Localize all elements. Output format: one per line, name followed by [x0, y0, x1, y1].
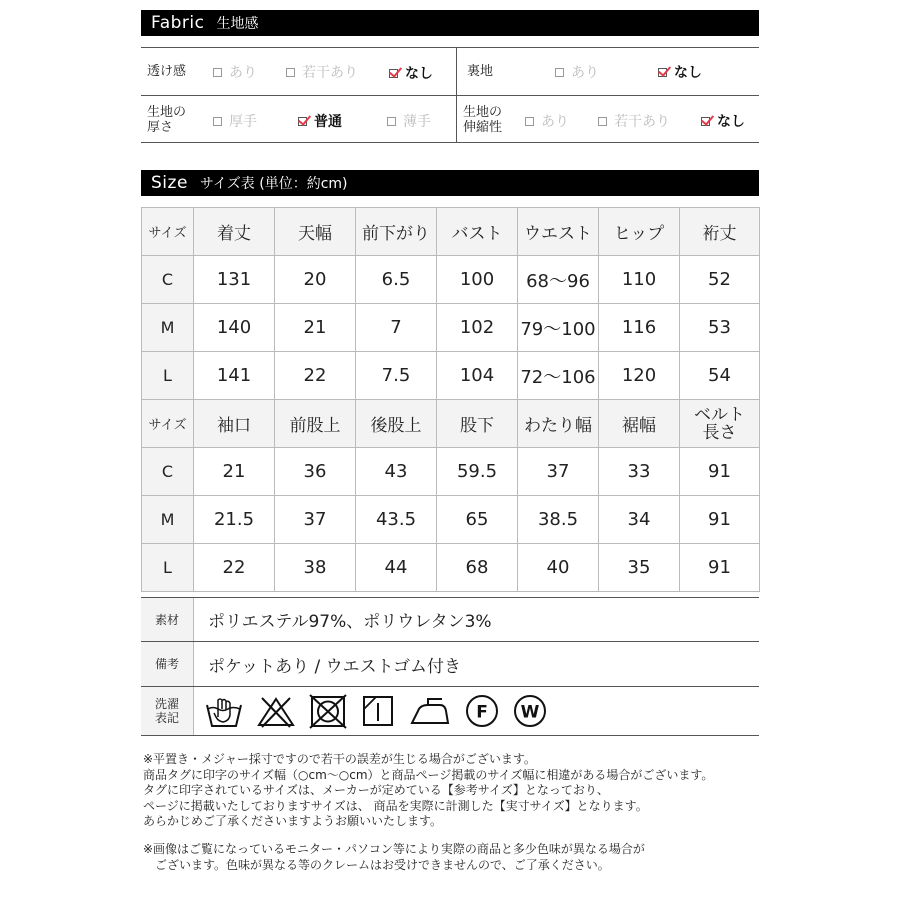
- col-header-front-rise: 前股上: [275, 400, 356, 448]
- table-cell: 131: [194, 256, 275, 304]
- table-cell: 34: [599, 496, 680, 544]
- table-cell: 72〜106: [518, 352, 599, 400]
- table-cell: 53: [680, 304, 760, 352]
- checkbox-icon: [598, 117, 607, 126]
- table-cell: 59.5: [437, 448, 518, 496]
- measurement-disclaimer: ※平置き・メジャー採寸ですので若干の誤差が生じる場合がございます。 商品タグに印字のサイズ幅（○cm〜○cm）と商品ページ掲載のサイズ幅に相違がある場合がございます。 タグに印字されているサイズは、メーカーが定めている【参考サイズ】となっており、 ページに掲載いたしておりますサイズは、 商品を実際に計測した【実寸サイズ】となります。 あらかじめご了承くださいますようお願いいたします。: [143, 752, 714, 828]
- checkbox-icon: [525, 117, 534, 126]
- stretch-option-yes: あり: [525, 111, 569, 131]
- lining-option-yes: あり: [555, 62, 599, 82]
- table-cell: 38: [275, 544, 356, 592]
- table-row: [142, 304, 760, 352]
- size-label: M: [142, 496, 194, 544]
- wet-clean-w-icon: [512, 693, 548, 729]
- col-header-belt-length: ベルト 長さ: [680, 400, 760, 448]
- table-cell: 7.5: [356, 352, 437, 400]
- checkbox-icon: [387, 117, 396, 126]
- table-cell: 22: [194, 544, 275, 592]
- table-cell: 38.5: [518, 496, 599, 544]
- table-cell: 141: [194, 352, 275, 400]
- table-cell: 68〜96: [518, 256, 599, 304]
- size-label: L: [142, 544, 194, 592]
- table-cell: 20: [275, 256, 356, 304]
- size-table-header-1: [142, 208, 760, 256]
- table-cell: 102: [437, 304, 518, 352]
- col-header-front-drop: 前下がり: [356, 208, 437, 256]
- table-cell: 52: [680, 256, 760, 304]
- size-table: [141, 207, 760, 592]
- sheerness-option-slight: 若干あり: [286, 62, 358, 82]
- size-label: C: [142, 448, 194, 496]
- fabric-label-sheerness: 透け感: [147, 64, 187, 79]
- care-label: 洗濯 表記: [141, 687, 194, 735]
- table-cell: 91: [680, 448, 760, 496]
- line-dry-shade-icon: [360, 693, 396, 729]
- table-cell: 91: [680, 544, 760, 592]
- col-header-cuff: 袖口: [194, 400, 275, 448]
- fabric-title-ja: 生地感: [216, 16, 259, 32]
- table-cell: 79〜100: [518, 304, 599, 352]
- table-cell: 104: [437, 352, 518, 400]
- table-cell: 140: [194, 304, 275, 352]
- table-cell: 54: [680, 352, 760, 400]
- size-col-header: サイズ: [142, 400, 194, 448]
- table-cell: 40: [518, 544, 599, 592]
- table-row: [142, 496, 760, 544]
- sheerness-option-none: なし: [389, 63, 433, 83]
- stretch-option-none: なし: [701, 111, 745, 131]
- table-cell: 36: [275, 448, 356, 496]
- size-label: M: [142, 304, 194, 352]
- col-header-hem: 裾幅: [599, 400, 680, 448]
- material-label: 素材: [141, 598, 194, 641]
- table-cell: 22: [275, 352, 356, 400]
- col-header-length: 着丈: [194, 208, 275, 256]
- col-header-inseam: 股下: [437, 400, 518, 448]
- remarks-row: [141, 641, 759, 686]
- table-cell: 65: [437, 496, 518, 544]
- table-cell: 110: [599, 256, 680, 304]
- size-title-ja: サイズ表 (単位：約cm): [199, 176, 348, 192]
- size-label: L: [142, 352, 194, 400]
- care-icons: [194, 687, 759, 735]
- lining-option-none: なし: [658, 62, 702, 82]
- size-label: C: [142, 256, 194, 304]
- table-cell: 7: [356, 304, 437, 352]
- checked-checkbox-icon: [298, 117, 307, 126]
- table-cell: 35: [599, 544, 680, 592]
- hand-wash-icon: [204, 693, 244, 729]
- col-header-neck-width: 天幅: [275, 208, 356, 256]
- table-cell: 100: [437, 256, 518, 304]
- col-header-bust: バスト: [437, 208, 518, 256]
- col-header-sleeve: 裄丈: [680, 208, 760, 256]
- checkbox-icon: [555, 68, 564, 77]
- table-cell: 43.5: [356, 496, 437, 544]
- svg-text:F: F: [476, 702, 488, 723]
- table-cell: 6.5: [356, 256, 437, 304]
- fabric-title-en: Fabric: [151, 13, 205, 33]
- material-value: ポリエステル97%、ポリウレタン3%: [208, 612, 492, 632]
- table-row: [142, 544, 760, 592]
- fabric-label-lining: 裏地: [467, 64, 494, 79]
- fabric-label-stretch: 生地の 伸縮性: [463, 104, 503, 135]
- checked-checkbox-icon: [701, 117, 710, 126]
- thickness-option-thick: 厚手: [213, 111, 257, 131]
- table-cell: 44: [356, 544, 437, 592]
- checked-checkbox-icon: [658, 68, 667, 77]
- table-cell: 43: [356, 448, 437, 496]
- sheerness-option-yes: あり: [213, 62, 257, 82]
- no-bleach-icon: [256, 693, 296, 729]
- col-header-back-rise: 後股上: [356, 400, 437, 448]
- checkbox-icon: [286, 68, 295, 77]
- checkbox-icon: [213, 117, 222, 126]
- fabric-header: [141, 10, 759, 36]
- size-col-header: サイズ: [142, 208, 194, 256]
- table-cell: 21: [194, 448, 275, 496]
- care-row: [141, 686, 759, 736]
- remarks-label: 備考: [141, 642, 194, 686]
- table-cell: 68: [437, 544, 518, 592]
- size-title-en: Size: [151, 173, 188, 193]
- svg-text:W: W: [520, 702, 540, 723]
- table-row: [142, 256, 760, 304]
- remarks-value: ポケットあり / ウエストゴム付き: [208, 656, 462, 677]
- dry-clean-f-icon: [464, 693, 500, 729]
- size-table-header-2: [142, 400, 760, 448]
- stretch-option-slight: 若干あり: [598, 111, 670, 131]
- thickness-option-thin: 薄手: [387, 111, 431, 131]
- table-cell: 21: [275, 304, 356, 352]
- col-header-hip: ヒップ: [599, 208, 680, 256]
- table-row: [142, 448, 760, 496]
- table-cell: 91: [680, 496, 760, 544]
- thickness-option-normal: 普通: [298, 111, 342, 131]
- color-disclaimer: ※画像はご覧になっているモニター・パソコン等により実際の商品と多少色味が異なる場合が ございます。色味が異なる等のクレームはお受けできませんので、ご了承ください。: [143, 842, 645, 872]
- table-cell: 120: [599, 352, 680, 400]
- checked-checkbox-icon: [389, 69, 398, 78]
- no-tumble-dry-icon: [308, 693, 348, 729]
- table-cell: 116: [599, 304, 680, 352]
- table-cell: 21.5: [194, 496, 275, 544]
- table-cell: 37: [518, 448, 599, 496]
- material-row: [141, 597, 759, 641]
- fabric-grid: [141, 47, 759, 143]
- iron-low-icon: [408, 693, 452, 729]
- col-header-thigh: わたり幅: [518, 400, 599, 448]
- fabric-label-thickness: 生地の 厚さ: [147, 104, 187, 135]
- table-cell: 33: [599, 448, 680, 496]
- table-cell: 37: [275, 496, 356, 544]
- checkbox-icon: [213, 68, 222, 77]
- table-row: [142, 352, 760, 400]
- size-header: [141, 170, 759, 196]
- col-header-waist: ウエスト: [518, 208, 599, 256]
